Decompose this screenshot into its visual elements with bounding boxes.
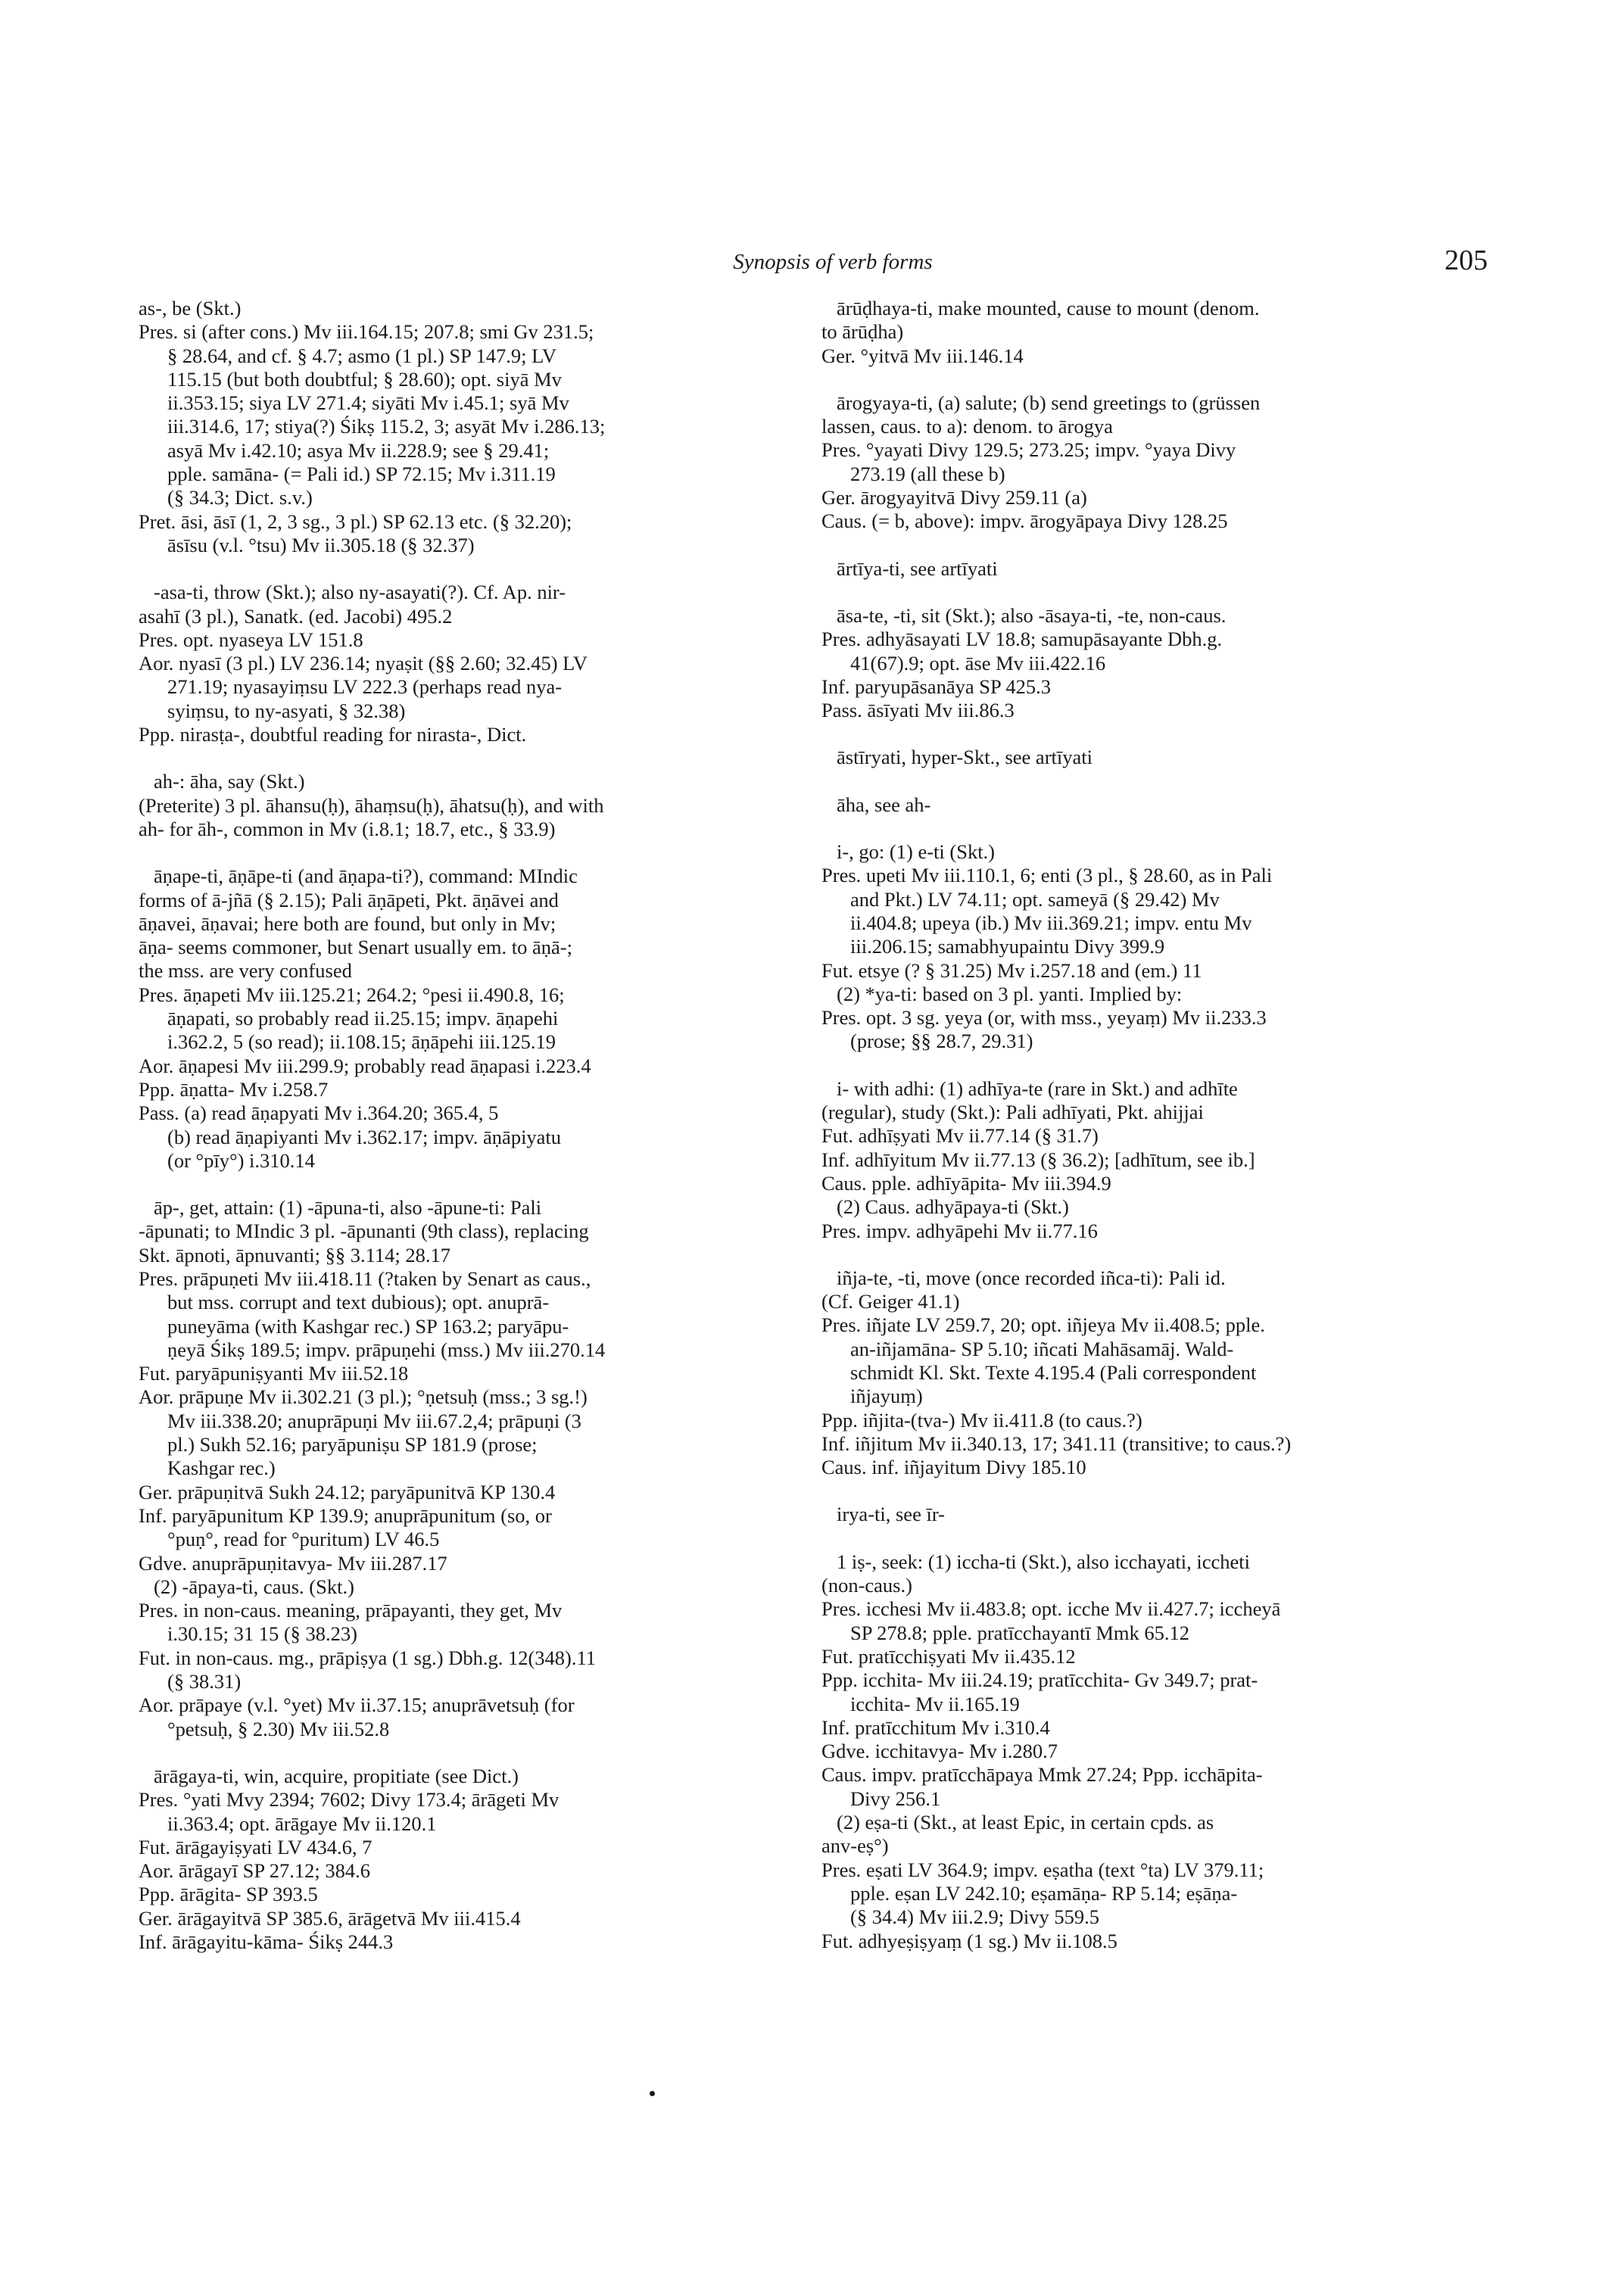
entry-line: ārāgaya-ti, win, acquire, propitiate (see Dict.) <box>154 1764 519 1787</box>
entry-line: 271.19; nyasayiṃsu LV 222.3 (perhaps read nya- <box>167 675 563 699</box>
entry-line: ṇeyā Śikṣ 189.5; impv. prāpuṇehi (mss.) Mv iii.270.14 <box>167 1338 606 1361</box>
entry-line: Fut. in non-caus. mg., prāpiṣya (1 sg.) Dbh.g. 12(348).11 <box>139 1646 597 1669</box>
entry-line: Pres. si (after cons.) Mv iii.164.15; 207.8; smi Gv 231.5; <box>139 320 594 344</box>
entry-line: Pres. upeti Mv iii.110.1, 6; enti (3 pl., § 28.60, as in Pali <box>821 864 1273 887</box>
entry-line: as-, be (Skt.) <box>139 297 242 319</box>
entry-line: an-iñjamāna- SP 5.10; iñcati Mahāsamāj. Wald- <box>850 1337 1234 1360</box>
dictionary-entry <box>821 391 1457 534</box>
dictionary-entry <box>139 297 775 557</box>
entry-line: i.362.2, 5 (so read); ii.108.15; āṇāpehi iii.125.19 <box>167 1030 556 1054</box>
entry-line: Ppp. iñjita-(tva-) Mv ii.411.8 (to caus.?) <box>821 1408 1142 1432</box>
entry-line: 41(67).9; opt. āse Mv iii.422.16 <box>850 651 1106 675</box>
page-number: 205 <box>1445 245 1488 276</box>
entry-line: but mss. corrupt and text dubious); opt. anuprā- <box>167 1291 550 1314</box>
entry-line: Pres. impv. adhyāpehi Mv ii.77.16 <box>821 1219 1098 1242</box>
right-column <box>821 297 1457 1977</box>
entry-line: (§ 34.3; Dict. s.v.) <box>167 486 313 509</box>
entry-line: āṇavei, āṇavai; here both are found, but only in Mv; <box>139 911 556 935</box>
entry-line: Fut. adhyeṣiṣyaṃ (1 sg.) Mv ii.108.5 <box>821 1929 1117 1952</box>
entry-line: irya-ti, see īr- <box>837 1503 945 1526</box>
entry-line: pple. samāna- (= Pali id.) SP 72.15; Mv i.311.19 <box>167 463 556 486</box>
entry-line: Caus. pple. adhīyāpita- Mv iii.394.9 <box>821 1171 1111 1195</box>
entry-line: 1 iṣ-, seek: (1) iccha-ti (Skt.), also icchayati, iccheti <box>837 1550 1250 1573</box>
entry-line: ii.363.4; opt. ārāgaye Mv ii.120.1 <box>167 1812 437 1835</box>
entry-line: Pass. (a) read āṇapyati Mv i.364.20; 365.4, 5 <box>139 1101 499 1125</box>
entry-line: Pres. opt. nyaseya LV 151.8 <box>139 628 363 651</box>
entry-line: -asa-ti, throw (Skt.); also ny-asayati(?). Cf. Ap. nir- <box>154 581 566 604</box>
entry-line: Divy 256.1 <box>850 1787 941 1810</box>
entry-line: i-, go: (1) e-ti (Skt.) <box>837 840 996 864</box>
dictionary-entry <box>139 581 775 746</box>
entry-line: (2) Caus. adhyāpaya-ti (Skt.) <box>837 1195 1069 1219</box>
dictionary-entry <box>821 557 1457 581</box>
entry-line: Inf. paryupāsanāya SP 425.3 <box>821 675 1051 698</box>
dictionary-entry <box>821 840 1457 1054</box>
dictionary-entry <box>821 297 1457 368</box>
entry-line: (2) eṣa-ti (Skt., at least Epic, in certain cpds. as <box>837 1811 1214 1834</box>
entry-line: Gdve. anuprāpuṇitavya- Mv iii.287.17 <box>139 1551 447 1575</box>
entry-line: Aor. ārāgayī SP 27.12; 384.6 <box>139 1859 370 1883</box>
entry-line: Fut. ārāgayiṣyati LV 434.6, 7 <box>139 1835 372 1858</box>
dictionary-entry <box>821 604 1457 722</box>
entry-line: iñja-te, -ti, move (once recorded iñca-ti): Pali id. <box>837 1266 1226 1289</box>
entry-line: Mv iii.338.20; anuprāpuṇi Mv iii.67.2,4; prāpuṇi (3 <box>167 1409 581 1432</box>
entry-line: 273.19 (all these b) <box>850 462 1005 485</box>
entry-line: Aor. prāpaye (v.l. °yet) Mv ii.37.15; anuprāvetsuḥ (for <box>139 1693 575 1717</box>
dictionary-entry <box>139 1196 775 1741</box>
entry-line: Pres. °yayati Divy 129.5; 273.25; impv. °yaya Divy <box>821 438 1236 462</box>
entry-line: (Cf. Geiger 41.1) <box>821 1290 960 1313</box>
dictionary-entry <box>139 770 775 841</box>
entry-line: anv-eṣ°) <box>821 1834 889 1858</box>
entry-line: Pret. āsi, āsī (1, 2, 3 sg., 3 pl.) SP 62.13 etc. (§ 32.20); <box>139 509 572 533</box>
entry-line: ii.353.15; siya LV 271.4; siyāti Mv i.45.1; syā Mv <box>167 391 569 415</box>
entry-line: Inf. pratīcchitum Mv i.310.4 <box>821 1715 1050 1739</box>
entry-line: Pres. °yati Mvy 2394; 7602; Divy 173.4; ārāgeti Mv <box>139 1788 560 1812</box>
entry-line: schmidt Kl. Skt. Texte 4.195.4 (Pali correspondent <box>850 1360 1257 1384</box>
entry-line: Ppp. icchita- Mv iii.24.19; pratīcchita- Gv 349.7; prat- <box>821 1668 1258 1692</box>
entry-line: °puṇ°, read for °puritum) LV 46.5 <box>167 1528 440 1551</box>
entry-line: (prose; §§ 28.7, 29.31) <box>850 1030 1033 1053</box>
entry-line: Ger. ārāgayitvā SP 385.6, ārāgetvā Mv iii.415.4 <box>139 1906 521 1930</box>
entry-line: Pres. opt. 3 sg. yeya (or, with mss., yeyaṃ) Mv ii.233.3 <box>821 1006 1267 1030</box>
entry-line: Ger. ārogyayitvā Divy 259.11 (a) <box>821 486 1087 509</box>
dictionary-entry <box>139 1765 775 1954</box>
entry-line: Inf. ārāgayitu-kāma- Śikṣ 244.3 <box>139 1930 394 1953</box>
entry-line: Pres. in non-caus. meaning, prāpayanti, they get, Mv <box>139 1599 563 1622</box>
entry-line: Pres. āṇapeti Mv iii.125.21; 264.2; °pesi ii.490.8, 16; <box>139 983 565 1006</box>
entry-line: Pres. eṣati LV 364.9; impv. eṣatha (text °ta) LV 379.11; <box>821 1858 1264 1881</box>
dictionary-entry <box>821 793 1457 817</box>
entry-line: Aor. prāpuṇe Mv ii.302.21 (3 pl.); °ṇetsuḥ (mss.; 3 sg.!) <box>139 1385 588 1409</box>
entry-line: -āpunati; to MIndic 3 pl. -āpunanti (9th class), replacing <box>139 1220 589 1243</box>
dictionary-entry <box>139 865 775 1173</box>
entry-line: Ger. °yitvā Mv iii.146.14 <box>821 344 1024 367</box>
entry-line: Pres. iñjate LV 259.7, 20; opt. iñjeya Mv ii.408.5; pple. <box>821 1313 1265 1337</box>
entry-line: āṇapati, so probably read ii.25.15; impv. āṇapehi <box>167 1007 559 1030</box>
entry-line: (non-caus.) <box>821 1574 912 1597</box>
entry-line: syiṃsu, to ny-asyati, § 32.38) <box>167 699 406 722</box>
entry-line: pl.) Sukh 52.16; paryāpuniṣu SP 181.9 (prose; <box>167 1433 538 1456</box>
entry-line: SP 278.8; pple. pratīcchayantī Mmk 65.12 <box>850 1621 1189 1644</box>
entry-line: lassen, caus. to a): denom. to ārogya <box>821 415 1113 438</box>
entry-line: (or °pīy°) i.310.14 <box>167 1148 315 1172</box>
entry-line: iñjayuṃ) <box>850 1385 923 1408</box>
entry-line: to ārūḍha) <box>821 320 904 344</box>
entry-line: (b) read āṇapiyanti Mv i.362.17; impv. āṇāpiyatu <box>167 1125 562 1148</box>
entry-line: § 28.64, and cf. § 4.7; asmo (1 pl.) SP 147.9; LV <box>167 344 557 367</box>
entry-line: (§ 34.4) Mv iii.2.9; Divy 559.5 <box>850 1905 1100 1929</box>
entry-line: ah-: āha, say (Skt.) <box>154 770 305 793</box>
entry-line: Pres. icchesi Mv ii.483.8; opt. icche Mv ii.427.7; iccheyā <box>821 1597 1281 1621</box>
entry-line: (§ 38.31) <box>167 1670 242 1693</box>
entry-line: Caus. impv. pratīcchāpaya Mmk 27.24; Ppp. icchāpita- <box>821 1763 1263 1787</box>
entry-line: asyā Mv i.42.10; asya Mv ii.228.9; see § 29.41; <box>167 438 550 462</box>
running-title: Synopsis of verb forms <box>733 250 933 274</box>
left-column <box>139 297 775 1977</box>
entry-line: (regular), study (Skt.): Pali adhīyati, Pkt. ahijjai <box>821 1101 1204 1124</box>
entry-line: Aor. āṇapesi Mv iii.299.9; probably read āṇapasi i.223.4 <box>139 1054 591 1077</box>
entry-line: (2) -āpaya-ti, caus. (Skt.) <box>154 1575 354 1598</box>
entry-line: asahī (3 pl.), Sanatk. (ed. Jacobi) 495.2 <box>139 604 453 628</box>
entry-line: Pres. prāpuṇeti Mv iii.418.11 (?taken by Senart as caus., <box>139 1266 591 1290</box>
entry-line: āsīsu (v.l. °tsu) Mv ii.305.18 (§ 32.37) <box>167 533 475 556</box>
entry-line: ah- for āh-, common in Mv (i.8.1; 18.7, etc., § 33.9) <box>139 817 556 840</box>
dictionary-entry <box>821 1077 1457 1243</box>
entry-line: i.30.15; 31 15 (§ 38.23) <box>167 1622 357 1646</box>
entry-line: Fut. pratīcchiṣyati Mv ii.435.12 <box>821 1644 1076 1668</box>
entry-line: āha, see ah- <box>837 793 931 816</box>
entry-line: Pres. adhyāsayati LV 18.8; samupāsayante Dbh.g. <box>821 628 1223 651</box>
entry-line: and Pkt.) LV 74.11; opt. sameyā (§ 29.42) Mv <box>850 887 1220 911</box>
entry-line: icchita- Mv ii.165.19 <box>850 1692 1020 1715</box>
entry-line: āstīryati, hyper-Skt., see artīyati <box>837 746 1093 769</box>
page-dot-mark <box>650 2091 655 2096</box>
dictionary-entry <box>821 1266 1457 1480</box>
entry-line: iii.206.15; samabhyupaintu Divy 399.9 <box>850 935 1165 958</box>
entry-line: Skt. āpnoti, āpnuvanti; §§ 3.114; 28.17 <box>139 1243 450 1266</box>
entry-line: Kashgar rec.) <box>167 1456 276 1480</box>
entry-line: āṇa- seems commoner, but Senart usually em. to āṇā-; <box>139 936 572 959</box>
entry-line: Fut. paryāpuniṣyanti Mv iii.52.18 <box>139 1362 409 1385</box>
entry-line: āp-, get, attain: (1) -āpuna-ti, also -āpune-ti: Pali <box>154 1196 542 1220</box>
dictionary-entry <box>821 746 1457 769</box>
entry-line: ārogyaya-ti, (a) salute; (b) send greetings to (grüssen <box>837 391 1261 414</box>
entry-line: iii.314.6, 17; stiya(?) Śikṣ 115.2, 3; asyāt Mv i.286.13; <box>167 415 606 438</box>
entry-line: Ppp. āṇatta- Mv i.258.7 <box>139 1077 329 1101</box>
entry-line: Ger. prāpuṇitvā Sukh 24.12; paryāpunitvā KP 130.4 <box>139 1480 556 1503</box>
entry-line: Pass. āsīyati Mv iii.86.3 <box>821 699 1015 722</box>
entry-line: Gdve. icchitavya- Mv i.280.7 <box>821 1740 1058 1763</box>
entry-line: āṇape-ti, āṇāpe-ti (and āṇapa-ti?), command: MIndic <box>154 865 578 888</box>
entry-line: the mss. are very confused <box>139 959 352 983</box>
dictionary-entry <box>821 1503 1457 1526</box>
entry-line: (2) *ya-ti: based on 3 pl. yanti. Implied by: <box>837 982 1183 1005</box>
entry-line: ii.404.8; upeya (ib.) Mv iii.369.21; impv. entu Mv <box>850 911 1252 934</box>
entry-line: āsa-te, -ti, sit (Skt.); also -āsaya-ti, -te, non-caus. <box>837 603 1227 627</box>
entry-line: Inf. adhīyitum Mv ii.77.13 (§ 36.2); [adhītum, see ib.] <box>821 1148 1255 1171</box>
entry-line: Aor. nyasī (3 pl.) LV 236.14; nyaṣit (§§ 2.60; 32.45) LV <box>139 652 588 675</box>
entry-line: puneyāma (with Kashgar rec.) SP 163.2; paryāpu- <box>167 1314 569 1338</box>
entry-line: forms of ā-jñā (§ 2.15); Pali āṇāpeti, Pkt. āṇāvei and <box>139 888 559 911</box>
entry-line: i- with adhi: (1) adhīya-te (rare in Skt.) and adhīte <box>837 1076 1238 1100</box>
entry-line: Ppp. nirasṭa-, doubtful reading for nirasta-, Dict. <box>139 723 527 746</box>
entry-line: (Preterite) 3 pl. āhansu(ḥ), āhaṃsu(ḥ), āhatsu(ḥ), and with <box>139 793 604 817</box>
entry-line: Inf. paryāpunitum KP 139.9; anuprāpunitum (so, or <box>139 1503 552 1527</box>
entry-line: Fut. etsye (? § 31.25) Mv i.257.18 and (em.) 11 <box>821 958 1202 982</box>
page-header <box>0 244 1624 289</box>
entry-line: Caus. (= b, above): impv. ārogyāpaya Divy 128.25 <box>821 509 1228 533</box>
entry-line: Caus. inf. iñjayitum Divy 185.10 <box>821 1456 1086 1479</box>
entry-line: Fut. adhīṣyati Mv ii.77.14 (§ 31.7) <box>821 1124 1099 1148</box>
entry-line: ārūḍhaya-ti, make mounted, cause to mount (denom. <box>837 297 1260 319</box>
entry-line: ārtīya-ti, see artīyati <box>837 556 998 580</box>
entry-line: pple. eṣan LV 242.10; eṣamāṇa- RP 5.14; eṣāṇa- <box>850 1881 1238 1905</box>
entry-line: 115.15 (but both doubtful; § 28.60); opt. siyā Mv <box>167 367 562 391</box>
entry-line: °petsuḥ, § 2.30) Mv iii.52.8 <box>167 1717 390 1740</box>
entry-line: Inf. iñjitum Mv ii.340.13, 17; 341.11 (transitive; to caus.?) <box>821 1432 1292 1455</box>
dictionary-entry <box>821 1550 1457 1953</box>
entry-line: Ppp. ārāgita- SP 393.5 <box>139 1883 318 1906</box>
